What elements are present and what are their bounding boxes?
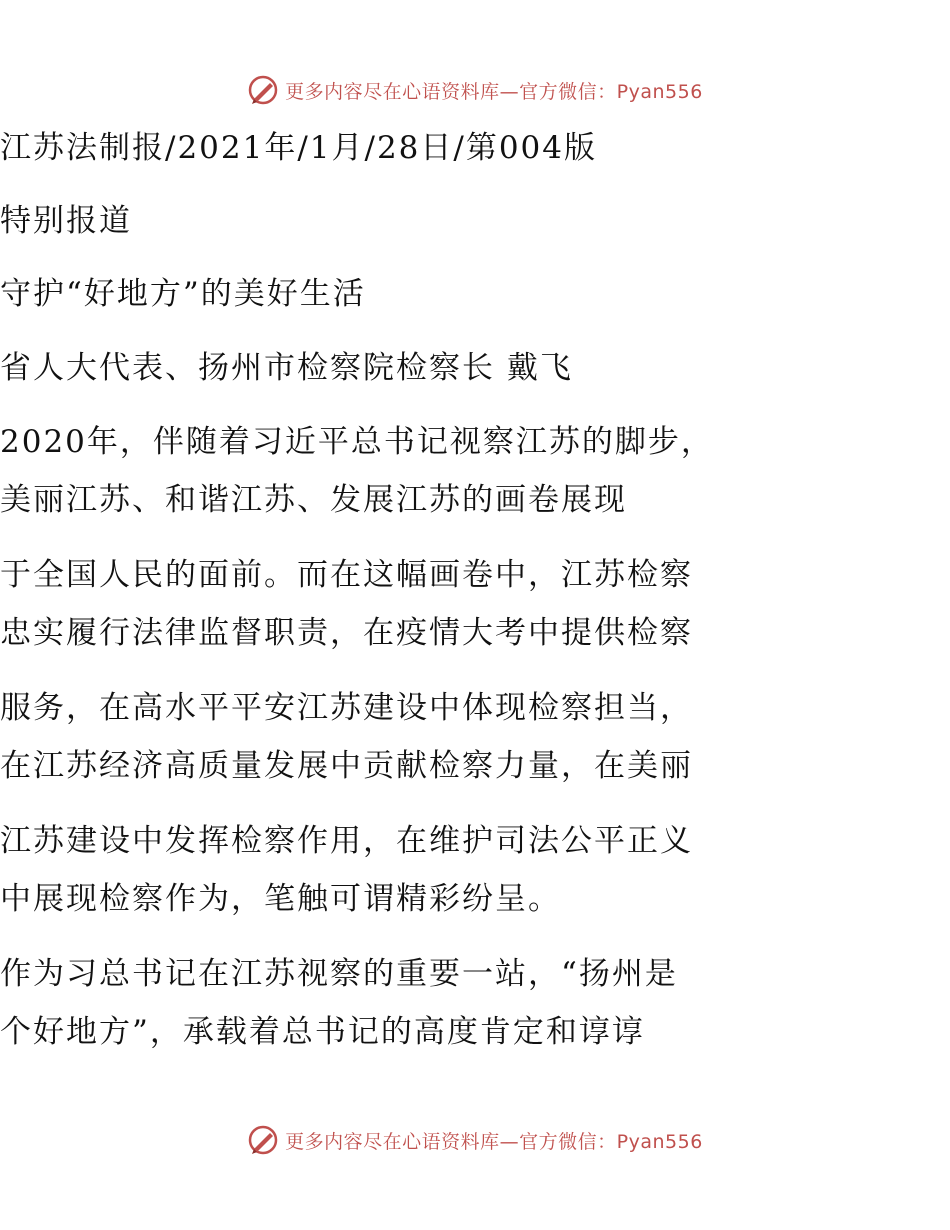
text-line-section: 特别报道: [0, 203, 132, 239]
text-line: 在江苏经济高质量发展中贡献检察力量，在美丽: [0, 748, 693, 784]
text-line-title: 守护“好地方”的美好生活: [0, 276, 366, 312]
watermark-text: 更多内容尽在心语资料库—官方微信：Pyan556: [285, 1130, 703, 1153]
watermark-text: 更多内容尽在心语资料库—官方微信：Pyan556: [285, 80, 703, 103]
text-line: 美丽江苏、和谐江苏、发展江苏的画卷展现: [0, 482, 627, 518]
header-watermark: [0, 70, 950, 110]
text-line: 服务，在高水平平安江苏建设中体现检察担当，: [0, 690, 693, 726]
pen-logo-icon: [247, 74, 279, 106]
text-line: 中展现检察作为，笔触可谓精彩纷呈。: [0, 881, 561, 917]
text-line: 个好地方”，承载着总书记的高度肯定和谆谆: [0, 1014, 645, 1050]
text-line: 于全国人民的面前。而在这幅画卷中，江苏检察: [0, 557, 693, 593]
pen-logo-icon: [247, 1124, 279, 1156]
text-line: 江苏建设中发挥检察作用，在维护司法公平正义: [0, 823, 693, 859]
text-line: 忠实履行法律监督职责，在疫情大考中提供检察: [0, 615, 693, 651]
text-line-source: 江苏法制报/2021年/1月/28日/第004版: [0, 130, 598, 166]
footer-watermark: [0, 1120, 950, 1160]
text-line: 作为习总书记在江苏视察的重要一站，“扬州是: [0, 956, 678, 992]
text-line: 2020年，伴随着习近平总书记视察江苏的脚步，: [0, 424, 714, 460]
text-line-author: 省人大代表、扬州市检察院检察长 戴飞: [0, 350, 573, 386]
